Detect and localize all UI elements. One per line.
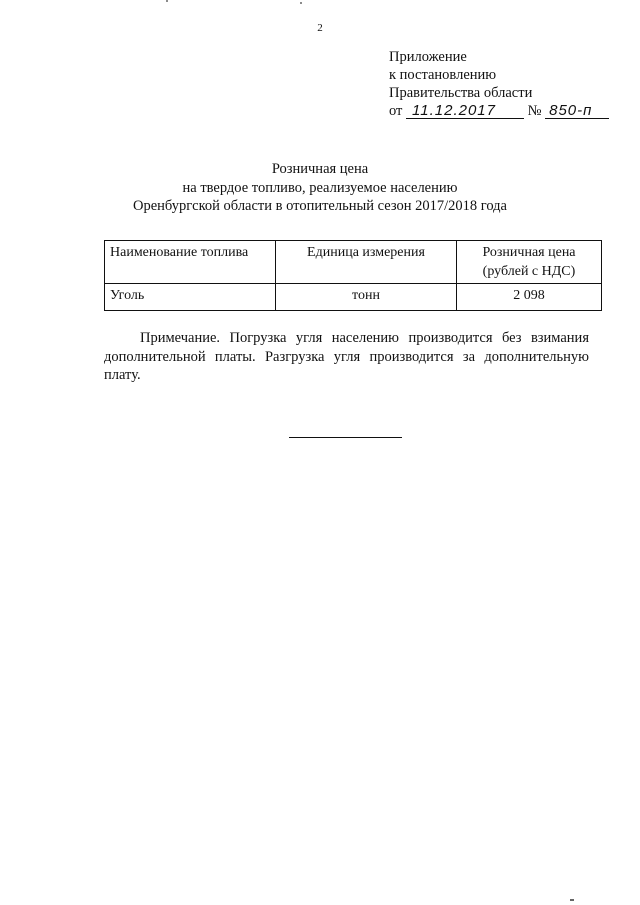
from-label: от [389, 103, 403, 119]
header-price-line-2: (рублей с НДС) [482, 264, 576, 279]
header-unit: Единица измерения [276, 241, 457, 284]
appendix-line-2: к постановлению [389, 67, 497, 83]
header-price-line-1: Розничная цена [482, 245, 576, 260]
number-label: № [527, 103, 542, 119]
cell-price: 2 098 [457, 284, 602, 311]
note-paragraph [104, 329, 589, 385]
table-row [105, 284, 602, 311]
page-number: 2 [317, 22, 323, 34]
cell-fuel: Уголь [105, 284, 276, 311]
scan-speck [300, 2, 302, 4]
scan-speck [166, 0, 168, 2]
header-fuel: Наименование топлива [105, 241, 276, 284]
table-header-row [105, 241, 602, 284]
appendix-line-3: Правительства области [389, 85, 533, 101]
end-divider [289, 437, 402, 438]
appendix-line-1: Приложение [389, 49, 467, 65]
appendix-header [389, 48, 609, 120]
appendix-date-number-line [389, 102, 609, 120]
document-title [0, 160, 640, 216]
title-line-2: на твердое топливо, реализуемое населению [182, 179, 458, 196]
cell-unit: тонн [276, 284, 457, 311]
handwritten-date: 11.12.2017 [406, 103, 524, 119]
title-line-1: Розничная цена [271, 161, 369, 177]
scan-speck [570, 899, 574, 901]
note-text: Примечание. Погрузка угля населению производится без взимания дополнительной платы. Разгрузка угля производится за дополнительную плату. [104, 330, 589, 383]
title-line-3: Оренбургской области в отопительный сезон 2017/2018 года [132, 198, 507, 214]
handwritten-number: 850-п [545, 103, 609, 119]
price-table [104, 240, 602, 311]
header-price [457, 241, 602, 284]
